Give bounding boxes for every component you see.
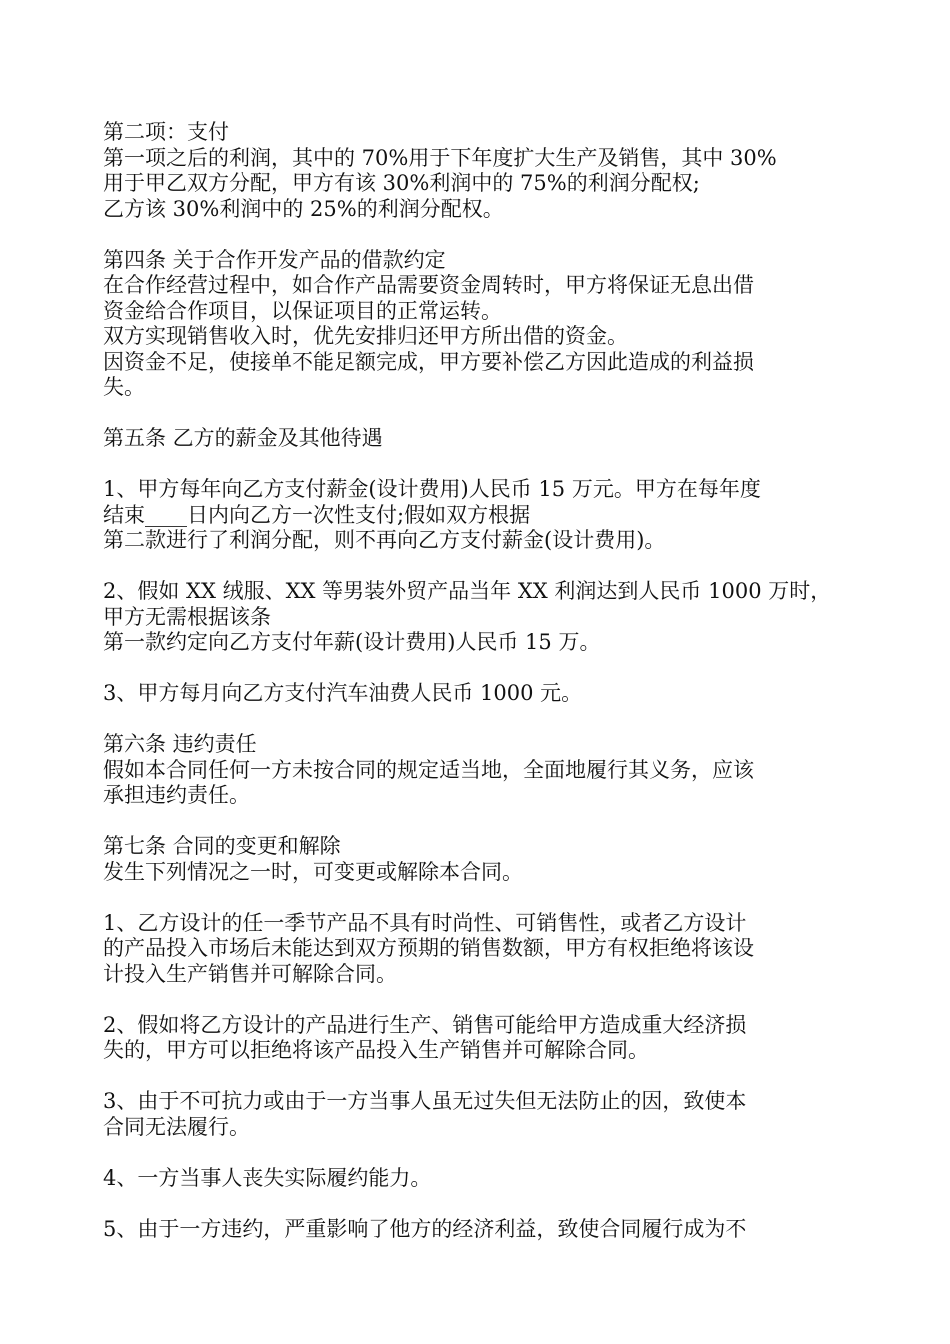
text-line: 乙方该 30%利润中的 25%的利润分配权。 (103, 196, 504, 221)
blank-line (103, 401, 855, 427)
text-line: 第七条 合同的变更和解除 (103, 834, 341, 858)
text-line: 因资金不足，使接单不能足额完成，甲方要补偿乙方因此造成的利益损 (103, 349, 754, 374)
text-line: 计投入生产销售并可解除合同。 (103, 961, 397, 986)
blank-line (103, 554, 855, 580)
blank-line (103, 809, 855, 835)
text-line: 第六条 违约责任 (103, 732, 257, 756)
text-line: 失的，甲方可以拒绝将该产品投入生产销售并可解除合同。 (103, 1038, 649, 1062)
text-line: 承担违约责任。 (103, 783, 250, 807)
text-line: 2、假如将乙方设计的产品进行生产、销售可能给甲方造成重大经济损 (103, 1012, 747, 1037)
text-line: 假如本合同任何一方未按合同的规定适当地，全面地履行其义务，应该 (103, 757, 754, 782)
text-line: 的产品投入市场后未能达到双方预期的销售数额，甲方有权拒绝将该设 (103, 936, 754, 960)
text-line: 发生下列情况之一时，可变更或解除本合同。 (103, 859, 523, 884)
text-line: 用于甲乙双方分配，甲方有该 30%利润中的 75%的利润分配权; (103, 171, 700, 195)
blank-line (103, 656, 855, 682)
text-line: 结束____日内向乙方一次性支付;假如双方根据 (103, 502, 531, 527)
document-page (103, 120, 855, 1242)
blank-line (103, 885, 855, 911)
text-line: 甲方无需根据该条 (103, 604, 271, 629)
text-line: 2、假如 XX 绒服、XX 等男装外贸产品当年 XX 利润达到人民币 1000 万时， (103, 579, 832, 603)
text-line: 1、甲方每年向乙方支付薪金(设计费用)人民币 15 万元。甲方在每年度 (103, 477, 761, 501)
text-line: 3、甲方每月向乙方支付汽车油费人民币 1000 元。 (103, 681, 583, 705)
text-line: 4、一方当事人丧失实际履约能力。 (103, 1165, 432, 1190)
blank-line (103, 1064, 855, 1090)
text-line: 第五条 乙方的薪金及其他待遇 (103, 426, 383, 450)
blank-line (103, 1140, 855, 1166)
text-line: 1、乙方设计的任一季节产品不具有时尚性、可销售性，或者乙方设计 (103, 910, 747, 935)
text-line: 第二项：支付 (103, 120, 229, 144)
text-line: 第二款进行了利润分配，则不再向乙方支付薪金(设计费用)。 (103, 528, 666, 552)
blank-line (103, 222, 855, 248)
blank-line (103, 1191, 855, 1217)
text-line: 3、由于不可抗力或由于一方当事人虽无过失但无法防止的因，致使本 (103, 1089, 747, 1113)
text-line: 5、由于一方违约，严重影响了他方的经济利益，致使合同履行成为不 (103, 1216, 747, 1241)
text-line: 在合作经营过程中，如合作产品需要资金周转时，甲方将保证无息出借 (103, 273, 754, 297)
text-line: 合同无法履行。 (103, 1114, 250, 1139)
blank-line (103, 707, 855, 733)
text-line: 资金给合作项目，以保证项目的正常运转。 (103, 298, 502, 323)
blank-line (103, 987, 855, 1013)
text-line: 双方实现销售收入时，优先安排归还甲方所出借的资金。 (103, 324, 628, 348)
blank-line (103, 452, 855, 478)
text-line: 第一款约定向乙方支付年薪(设计费用)人民币 15 万。 (103, 630, 601, 654)
text-line: 第一项之后的利润，其中的 70%用于下年度扩大生产及销售，其中 30% (103, 145, 777, 170)
text-line: 失。 (103, 375, 145, 399)
text-line: 第四条 关于合作开发产品的借款约定 (103, 247, 446, 272)
